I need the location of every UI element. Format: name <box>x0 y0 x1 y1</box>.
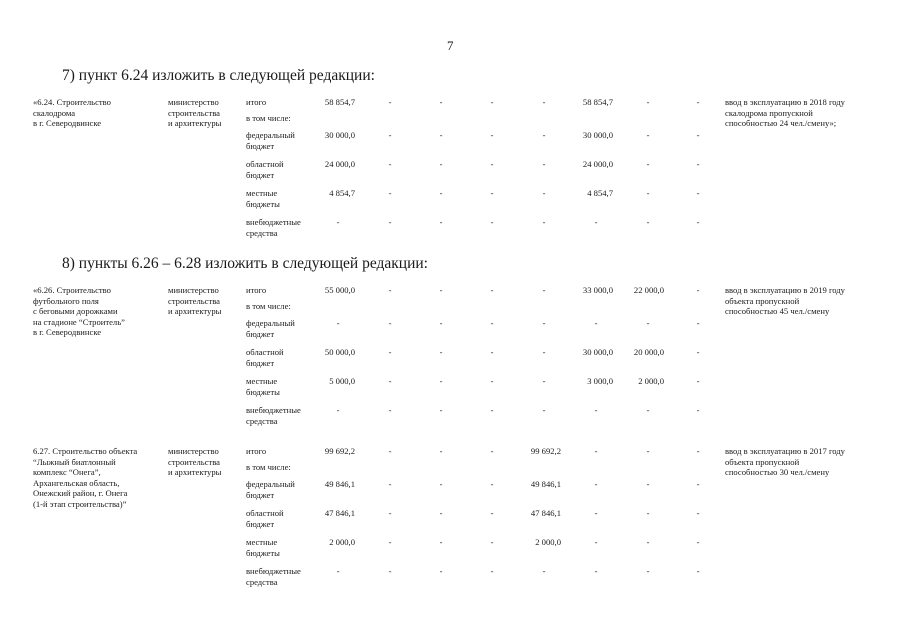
year-amount-c1: - <box>388 508 392 518</box>
result-note-line: способностью 45 чел./смену <box>725 306 830 316</box>
year-amount-c5: 3 000,0 <box>587 376 613 386</box>
year-amount-c1: - <box>388 188 392 198</box>
year-amount-c4: 47 846,1 <box>530 508 561 518</box>
year-amount-c6: - <box>646 318 650 328</box>
total-amount: 49 846,1 <box>324 479 355 489</box>
year-amount-c2: - <box>439 405 443 415</box>
year-amount-c7: - <box>696 347 700 357</box>
year-amount-c4: - <box>542 97 546 107</box>
year-amount-c7: - <box>696 159 700 169</box>
funding-source-label: бюджеты <box>246 547 280 558</box>
year-amount-c5: - <box>594 217 598 227</box>
total-amount: 50 000,0 <box>324 347 355 357</box>
section-heading: 7) пункт 6.24 изложить в следующей редакции: <box>62 67 375 84</box>
executor-line: строительства <box>168 295 220 306</box>
section-heading: 8) пункты 6.26 – 6.28 изложить в следующей редакции: <box>62 255 428 272</box>
year-amount-c6: 22 000,0 <box>633 285 664 295</box>
year-amount-c5: 33 000,0 <box>582 285 613 295</box>
year-amount-c7: - <box>696 217 700 227</box>
total-amount: - <box>336 405 340 415</box>
item-title-line: скалодрома <box>33 107 76 118</box>
item-title-line: “Лыжный биатлонный <box>33 456 116 467</box>
year-amount-c6: - <box>646 479 650 489</box>
year-amount-c3: - <box>490 318 494 328</box>
year-amount-c4: 2 000,0 <box>535 537 561 547</box>
year-amount-c5: 4 854,7 <box>587 188 613 198</box>
year-amount-c3: - <box>490 479 494 489</box>
year-amount-c4: - <box>542 130 546 140</box>
funding-source-label: бюджет <box>246 140 275 151</box>
item-title-line: с беговыми дорожками <box>33 306 118 316</box>
year-amount-c3: - <box>490 566 494 576</box>
funding-source-label: в том числе: <box>246 301 291 311</box>
year-amount-c6: - <box>646 130 650 140</box>
executor-line: и архитектуры <box>168 118 222 128</box>
item-title-line: (1-й этап строительства)” <box>33 498 127 509</box>
year-amount-c7: - <box>696 405 700 415</box>
funding-source-label: бюджет <box>246 489 275 500</box>
year-amount-c2: - <box>439 97 443 107</box>
year-amount-c5: 30 000,0 <box>582 347 613 357</box>
funding-source-label: внебюджетные <box>246 217 301 227</box>
item-title-line: 6.27. Строительство объекта <box>33 446 138 456</box>
year-amount-c4: - <box>542 285 546 295</box>
item-title-line: в г. Северодвинске <box>33 118 102 128</box>
total-amount: 58 854,7 <box>324 97 355 107</box>
year-amount-c3: - <box>490 159 494 169</box>
year-amount-c3: - <box>490 188 494 198</box>
year-amount-c2: - <box>439 376 443 386</box>
year-amount-c5: - <box>594 405 598 415</box>
funding-source-label: бюджет <box>246 328 275 339</box>
total-amount: 4 854,7 <box>329 188 355 198</box>
year-amount-c4: - <box>542 376 546 386</box>
year-amount-c2: - <box>439 217 443 227</box>
total-amount: 2 000,0 <box>329 537 355 547</box>
result-note-line: способностью 30 чел./смену <box>725 467 830 477</box>
year-amount-c2: - <box>439 508 443 518</box>
year-amount-c4: - <box>542 347 546 357</box>
year-amount-c7: - <box>696 537 700 547</box>
year-amount-c2: - <box>439 566 443 576</box>
year-amount-c2: - <box>439 159 443 169</box>
year-amount-c5: - <box>594 508 598 518</box>
executor-line: строительства <box>168 107 220 118</box>
total-amount: 5 000,0 <box>329 376 355 386</box>
executor-line: и архитектуры <box>168 306 222 316</box>
executor-line: министерство <box>168 285 219 295</box>
funding-source-label: средства <box>246 576 278 587</box>
total-amount: 30 000,0 <box>324 130 355 140</box>
year-amount-c6: - <box>646 446 650 456</box>
year-amount-c4: - <box>542 217 546 227</box>
year-amount-c3: - <box>490 347 494 357</box>
funding-source-label: средства <box>246 415 278 426</box>
executor-line: и архитектуры <box>168 467 222 477</box>
year-amount-c7: - <box>696 97 700 107</box>
item-title-line: «6.24. Строительство <box>33 97 111 107</box>
year-amount-c4: - <box>542 159 546 169</box>
funding-source-label: средства <box>246 227 278 238</box>
executor-line: министерство <box>168 446 219 456</box>
funding-source-label: бюджет <box>246 357 275 368</box>
year-amount-c1: - <box>388 285 392 295</box>
year-amount-c5: - <box>594 537 598 547</box>
year-amount-c4: - <box>542 188 546 198</box>
year-amount-c7: - <box>696 508 700 518</box>
year-amount-c1: - <box>388 318 392 328</box>
year-amount-c6: 20 000,0 <box>633 347 664 357</box>
year-amount-c5: - <box>594 318 598 328</box>
item-title-line: Архангельская область, <box>33 477 120 488</box>
year-amount-c5: 24 000,0 <box>582 159 613 169</box>
year-amount-c5: 58 854,7 <box>582 97 613 107</box>
funding-source-label: областной <box>246 347 284 357</box>
year-amount-c1: - <box>388 130 392 140</box>
year-amount-c3: - <box>490 376 494 386</box>
year-amount-c2: - <box>439 446 443 456</box>
year-amount-c4: - <box>542 566 546 576</box>
funding-source-label: местные <box>246 376 278 386</box>
item-title-line: в г. Северодвинске <box>33 327 102 337</box>
funding-source-label: местные <box>246 188 278 198</box>
year-amount-c2: - <box>439 188 443 198</box>
year-amount-c5: - <box>594 479 598 489</box>
year-amount-c6: - <box>646 217 650 227</box>
year-amount-c3: - <box>490 508 494 518</box>
year-amount-c4: - <box>542 318 546 328</box>
year-amount-c2: - <box>439 285 443 295</box>
year-amount-c1: - <box>388 159 392 169</box>
year-amount-c2: - <box>439 479 443 489</box>
year-amount-c6: - <box>646 537 650 547</box>
year-amount-c3: - <box>490 405 494 415</box>
year-amount-c7: - <box>696 188 700 198</box>
total-amount: 99 692,2 <box>324 446 355 456</box>
year-amount-c7: - <box>696 285 700 295</box>
result-note-line: скалодрома пропускной <box>725 107 813 118</box>
executor-line: строительства <box>168 456 220 467</box>
funding-source-label: местные <box>246 537 278 547</box>
year-amount-c6: - <box>646 97 650 107</box>
page-number: 7 <box>447 38 454 53</box>
result-note-line: ввод в эксплуатацию в 2017 году <box>725 446 845 456</box>
year-amount-c1: - <box>388 479 392 489</box>
year-amount-c7: - <box>696 376 700 386</box>
year-amount-c6: - <box>646 405 650 415</box>
item-title-line: «6.26. Строительство <box>33 285 111 295</box>
funding-source-label: внебюджетные <box>246 405 301 415</box>
funding-source-label: бюджеты <box>246 386 280 397</box>
executor-line: министерство <box>168 97 219 107</box>
year-amount-c3: - <box>490 537 494 547</box>
year-amount-c4: 49 846,1 <box>530 479 561 489</box>
year-amount-c7: - <box>696 318 700 328</box>
funding-source-label: в том числе: <box>246 113 291 123</box>
item-title-line: комплекс “Онега”, <box>33 467 101 477</box>
funding-source-label: итого <box>246 446 267 456</box>
funding-source-label: областной <box>246 508 284 518</box>
year-amount-c3: - <box>490 285 494 295</box>
year-amount-c6: - <box>646 566 650 576</box>
year-amount-c1: - <box>388 537 392 547</box>
year-amount-c1: - <box>388 347 392 357</box>
item-title-line: на стадионе “Строитель” <box>33 316 125 327</box>
result-note-line: ввод в эксплуатацию в 2019 году <box>725 285 845 295</box>
result-note-line: объекта пропускной <box>725 456 800 467</box>
total-amount: 24 000,0 <box>324 159 355 169</box>
funding-source-label: федеральный <box>246 479 295 489</box>
total-amount: 47 846,1 <box>324 508 355 518</box>
funding-source-label: федеральный <box>246 130 295 140</box>
item-title-line: футбольного поля <box>33 295 99 306</box>
total-amount: - <box>336 318 340 328</box>
year-amount-c6: - <box>646 508 650 518</box>
year-amount-c7: - <box>696 566 700 576</box>
year-amount-c7: - <box>696 446 700 456</box>
result-note-line: объекта пропускной <box>725 295 800 306</box>
year-amount-c3: - <box>490 130 494 140</box>
year-amount-c6: 2 000,0 <box>638 376 664 386</box>
funding-source-label: бюджет <box>246 169 275 180</box>
year-amount-c1: - <box>388 97 392 107</box>
year-amount-c2: - <box>439 347 443 357</box>
year-amount-c7: - <box>696 479 700 489</box>
year-amount-c1: - <box>388 446 392 456</box>
year-amount-c5: 30 000,0 <box>582 130 613 140</box>
funding-source-label: итого <box>246 285 267 295</box>
year-amount-c3: - <box>490 217 494 227</box>
year-amount-c3: - <box>490 446 494 456</box>
result-note-line: способностью 24 чел./смену»; <box>725 118 837 128</box>
total-amount: - <box>336 566 340 576</box>
funding-source-label: бюджет <box>246 518 275 529</box>
year-amount-c1: - <box>388 217 392 227</box>
total-amount: 55 000,0 <box>324 285 355 295</box>
year-amount-c1: - <box>388 376 392 386</box>
year-amount-c5: - <box>594 566 598 576</box>
year-amount-c6: - <box>646 188 650 198</box>
year-amount-c7: - <box>696 130 700 140</box>
year-amount-c4: - <box>542 405 546 415</box>
year-amount-c3: - <box>490 97 494 107</box>
total-amount: - <box>336 217 340 227</box>
funding-source-label: внебюджетные <box>246 566 301 576</box>
year-amount-c6: - <box>646 159 650 169</box>
result-note-line: ввод в эксплуатацию в 2018 году <box>725 97 845 107</box>
funding-source-label: в том числе: <box>246 462 291 472</box>
year-amount-c1: - <box>388 566 392 576</box>
year-amount-c2: - <box>439 537 443 547</box>
year-amount-c5: - <box>594 446 598 456</box>
item-title-line: Онежский район, г. Онега <box>33 488 128 498</box>
year-amount-c2: - <box>439 130 443 140</box>
funding-source-label: областной <box>246 159 284 169</box>
year-amount-c4: 99 692,2 <box>530 446 561 456</box>
year-amount-c1: - <box>388 405 392 415</box>
funding-source-label: бюджеты <box>246 198 280 209</box>
year-amount-c2: - <box>439 318 443 328</box>
funding-source-label: итого <box>246 97 267 107</box>
funding-source-label: федеральный <box>246 318 295 328</box>
